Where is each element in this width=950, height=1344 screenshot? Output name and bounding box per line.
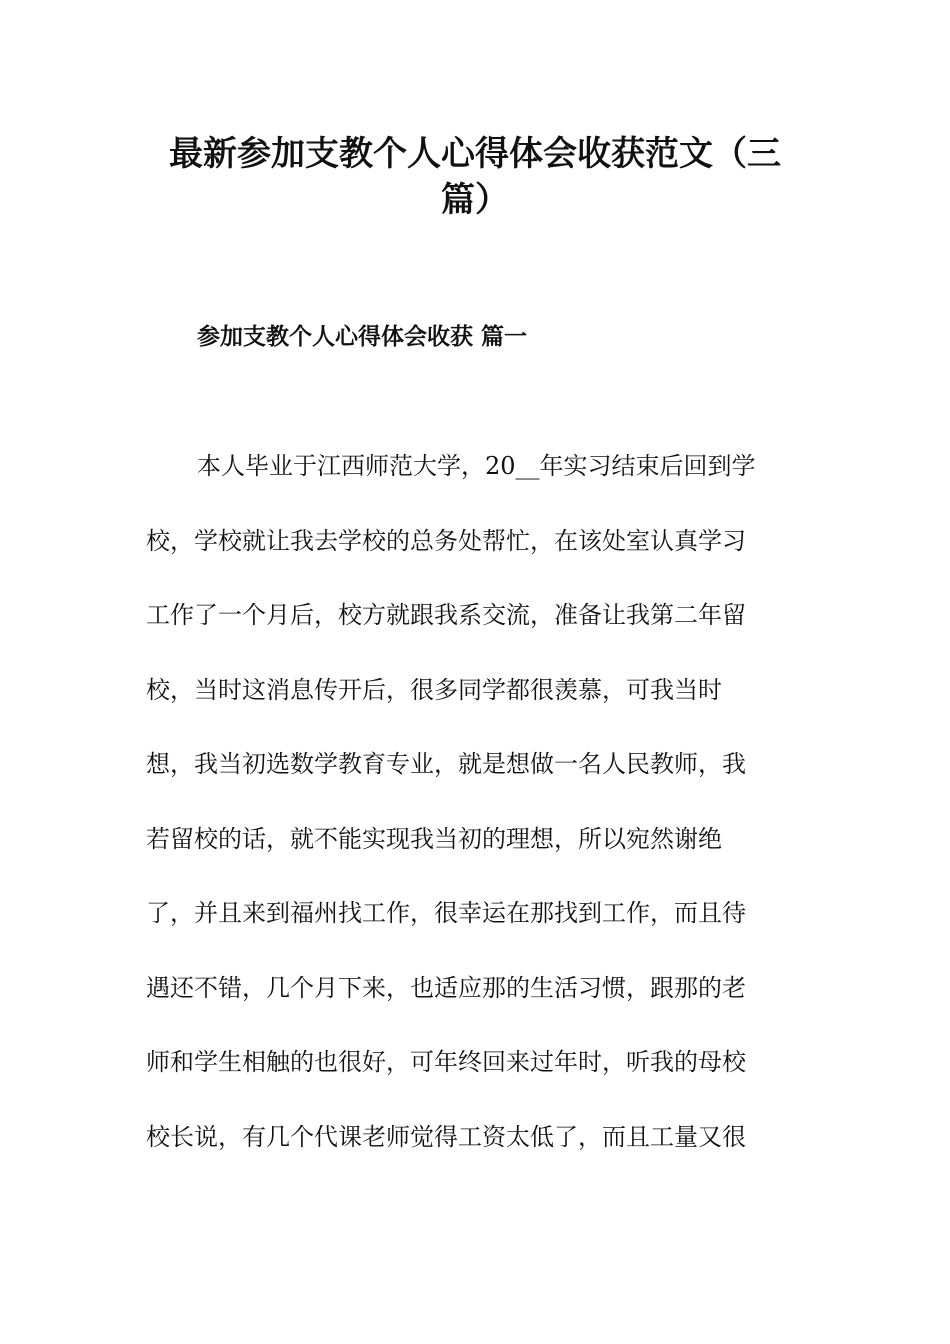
document-title-line-1: 最新参加支教个人心得体会收获范文（三 (169, 134, 781, 174)
body-line: 了，并且来到福州找工作，很幸运在那找到工作，而且待 (146, 899, 746, 927)
document-title-line-2: 篇） (441, 180, 509, 220)
body-line: 校，学校就让我去学校的总务处帮忙，在该处室认真学习 (146, 526, 746, 555)
body-line: 校长说，有几个代课老师觉得工资太低了，而且工量又很 (146, 1122, 746, 1151)
body-line: 工作了一个月后，校方就跟我系交流，准备让我第二年留 (146, 601, 746, 629)
body-line: 校，当时这消息传开后，很多同学都很羡慕，可我当时 (146, 675, 722, 704)
body-line: 师和学生相触的也很好，可年终回来过年时，听我的母校 (146, 1048, 746, 1076)
body-line: 遇还不错，几个月下来，也适应那的生活习惯，跟那的老 (146, 973, 746, 1002)
body-line: 想，我当初选数学教育专业，就是想做一名人民教师，我 (146, 750, 746, 778)
body-line: 若留校的话，就不能实现我当初的理想，所以宛然谢绝 (146, 824, 722, 853)
body-paragraph (146, 449, 786, 1194)
section-heading: 参加支教个人心得体会收获 篇一 (197, 324, 528, 350)
body-line: 本人毕业于江西师范大学，20__年实习结束后回到学 (197, 452, 756, 480)
